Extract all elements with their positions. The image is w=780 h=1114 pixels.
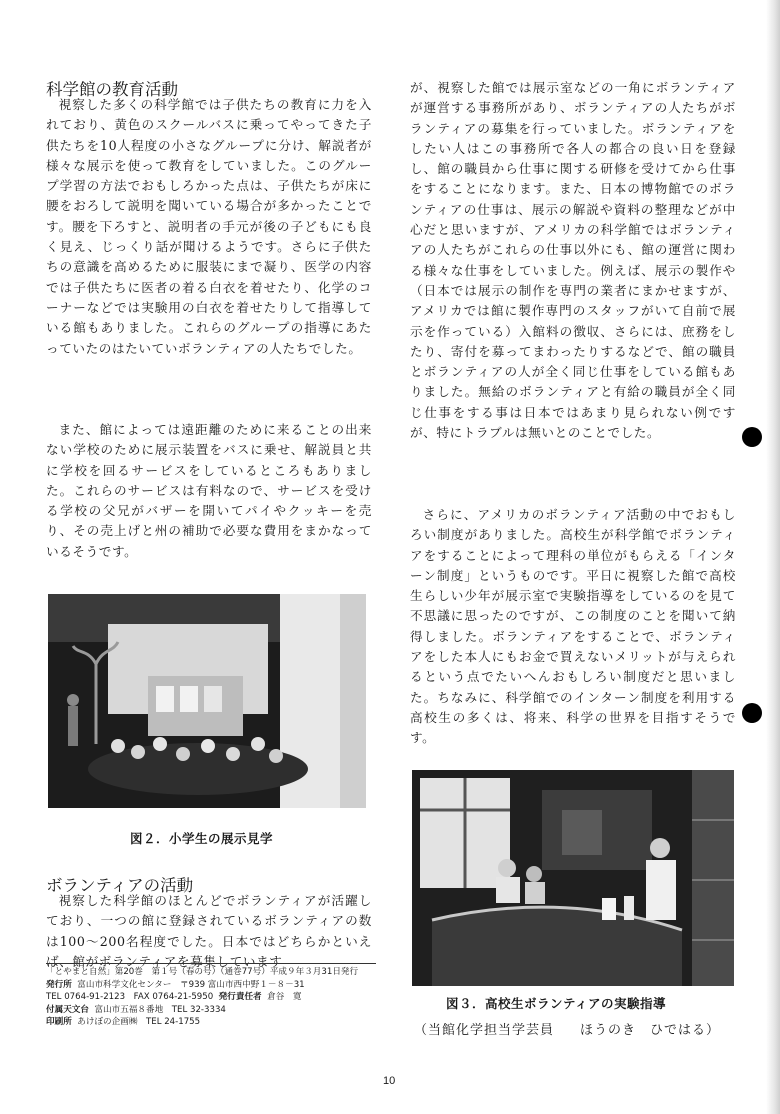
author-affiliation: （当館化学担当学芸員 [414,1023,555,1038]
page-number: 10 [383,1075,396,1087]
colophon-contact-text: TEL 0764-91-2123 FAX 0764-21-5950 [46,992,214,1003]
colophon-publisher-label: 発行所 [46,979,72,990]
volunteer-paragraph-2: さらに、アメリカのボランティア活動の中でおもしろい制度がありました。高校生が科学館でボランティアをすることによって理科の単位がもらえる「インターン制度」というものです。平日に視察した館で高校生らしい少年が展示室で実験指導をしているのを見て不思議に思ったのですが、この制度のことを聞いて納得しました。ボランティアをすることで、ボランティアをした本人にもお金で買えないメリットが与えられるという点でたいへんおもしろい制度だと思いました。ちなみに、科学館でのインターン制度を利用する高校生の多くは、将来、科学の世界を目指すそうです。 [410,507,736,746]
colophon-issue: 「とやまと自然」第20巻 第１号（春の号）（通巻77号）平成９年３月31日発行 [46,967,359,977]
colophon-publisher [46,979,376,992]
colophon-printer-text: あけぼの企画㈱ TEL 24-1755 [77,1017,201,1028]
education-paragraph-2: また、館によっては遠距離のために来ることの出来ない学校のために展示装置をバスに乗せ、解説員と共に学校を回るサービスをしているところもありました。これらのサービスは有料なので、サービスを受ける学校の父兄がバザーを開いてパイやクッキーを売り、その売上げと州の補助で必要な費用をまかなっているそうです。 [46,422,372,559]
colophon [46,963,376,1029]
colophon-printer [46,1016,376,1029]
volunteer-paragraph-1-right: が、視察した館では展示室などの一角にボランティアが運営する事務所があり、ボランティアの人たちがボランティアの募集を行っていました。ボランティアをしたい人はこの事務所で各人の都合の良い日を登録し、館の職員から仕事に関する研修を受けてから仕事をすることになります。また、日本の博物館でのボランティアの仕事は、展示の解説や資料の整理などが中心だと思いますが、アメリカの科学館ではボランティアの人たちがこれらの仕事以外にも、館の運営に関わる様々な仕事をしていました。例えば、展示の製作や（日本では展示の制作を専門の業者にまかせますが、アメリカでは館に製作専門のスタッフがいて自前で展示を作っている）入館料の徴収、さらには、庶務をしたり、寄付を募ってまわったりするなどで、館の職員とボランティアの人が全く同じ仕事をしている館もありました。無給のボランティアと有給の職員が全く同じ仕事をする事は日本ではあまり見られない例ですが、特にトラブルは無いとのことでした。 [410,80,736,441]
colophon-contact [46,991,376,1004]
volunteer-experiment-photo-illustration [412,770,734,986]
figure-3-photo [412,770,734,986]
author-credit [414,1019,720,1038]
colophon-editor-name: 倉谷 寛 [267,992,302,1003]
education-paragraph-1: 視察した多くの科学館では子供たちの教育に力を入れており、黄色のスクールバスに乗ってやってきた子供たちを10人程度の小さなグループに分け、解説者が様々な展示を使って教育をしていました。このグループ学習の方法でおもしろかった点は、子供たちが床に腰をおろして説明を聞いている場合が多かったことです。腰を下ろすと、説明者の手元が後の子どもにも良く見え、じっくり話が聞けるようです。さらに子供たちの意識を高めるために服装にまで凝り、医学の内容では子供たちに医者の着る白衣を着せたり、化学のコーナーなどでは実験用の白衣を着せたりして指導している館もありました。これらのグループの指導にあたっていたのはたいていボランティアの人たちでした。 [46,97,372,356]
colophon-editor-label: 発行責任者 [218,992,262,1003]
figure-2-photo [48,594,366,808]
volunteer-paragraph-1-left: 視察した科学館のほとんどでボランティアが活躍しており、一つの館に登録されているボランティアの数は100～200名程度でした。日本ではどちらかといえば、館がボランティアを募集しています [46,893,372,969]
colophon-observatory-text: 富山市五福８番地 TEL 32-3334 [94,1004,226,1015]
exhibit-visit-photo-illustration [48,594,366,808]
colophon-publisher-text: 富山市科学文化センター 〒939 富山市西中野１－８－31 [77,979,305,990]
page-edge-shadow [766,0,780,1114]
binding-hole-lower [742,703,762,723]
binding-hole-upper [742,427,762,447]
author-name: ほうのき ひではる） [580,1023,721,1038]
colophon-observatory-label: 付属天文台 [46,1004,89,1015]
colophon-printer-label: 印刷所 [46,1017,72,1028]
figure-3-caption: 図３．高校生ボランティアの実験指導 [446,996,667,1011]
section-heading-education: 科学館の教育活動 [46,80,178,99]
colophon-observatory [46,1004,376,1017]
section-heading-volunteer: ボランティアの活動 [46,876,194,895]
figure-2-caption: 図２．小学生の展示見学 [130,831,274,846]
